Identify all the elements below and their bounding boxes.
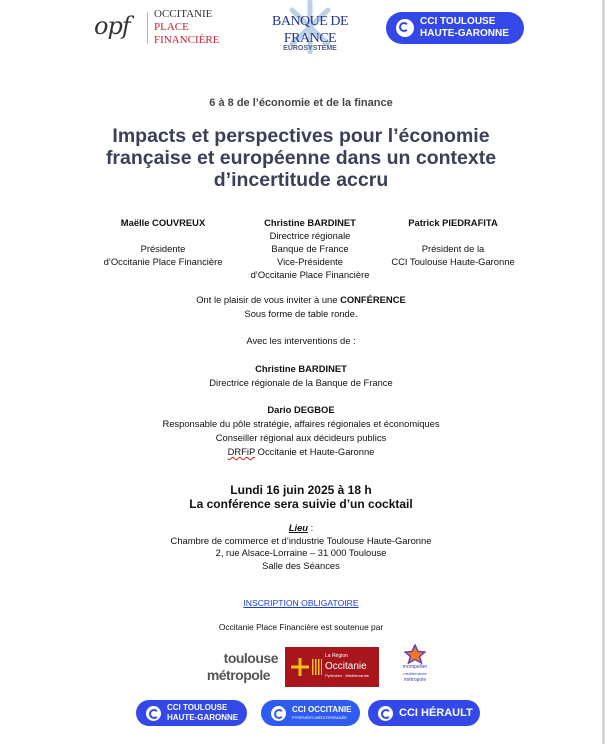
cci-line1: CCI TOULOUSE: [420, 16, 496, 27]
host-name: Christine BARDINET: [264, 217, 356, 228]
mtp-line2: méditerranée: [403, 671, 427, 676]
region-line1: La Région: [325, 653, 348, 659]
cci-icon: [396, 19, 414, 37]
interventions-label: Avec les interventions de :: [246, 335, 356, 346]
host-role: Directrice régionale: [269, 230, 351, 241]
region-line2: Occitanie: [325, 661, 367, 672]
speaker-1-role: Directrice régionale de la Banque de France: [209, 377, 393, 388]
cci-icon: [271, 706, 286, 721]
speaker-2-name: Dario DEGBOE: [267, 404, 335, 415]
invitation-line: [0, 294, 602, 306]
speaker-2-org: [0, 446, 602, 458]
invitation-format: Sous forme de table ronde.: [244, 308, 358, 319]
org-rest: Occitanie et Haute-Garonne: [255, 446, 375, 457]
host-role: Présidente: [140, 243, 186, 254]
registration-link[interactable]: INSCRIPTION OBLIGATOIRE: [243, 598, 359, 608]
venue-room: Salle des Séances: [262, 560, 340, 571]
cocktail-note: La conférence sera suivie d’un cocktail: [189, 497, 413, 511]
cci-line1: CCI OCCITANIE: [292, 705, 352, 714]
title-line-1: Impacts et perspectives pour l’économie: [112, 125, 490, 147]
speaker-2-role-2: Conseiller régional aux décideurs publics: [215, 432, 387, 443]
host-org: CCI Toulouse Haute-Garonne: [391, 256, 515, 267]
opf-line2: PLACE: [154, 21, 189, 33]
speaker-1-name: Christine BARDINET: [255, 363, 347, 374]
occitan-cross-icon: [290, 657, 310, 677]
region-line3: Pyrénées · Méditerranée: [325, 673, 370, 678]
cci-occitanie-logo: [261, 700, 360, 726]
opf-mark: opf: [94, 12, 130, 40]
cci-line1: CCI HÉRAULT: [399, 706, 473, 719]
cci-line1: CCI TOULOUSE: [167, 703, 228, 712]
banque-de-france-logo: [245, 0, 375, 60]
opf-line1: OCCITANIE: [154, 8, 213, 20]
opf-logo: [94, 8, 234, 48]
cci-line2: PYRÉNÉES-MÉDITERRANÉE: [292, 715, 347, 720]
region-occitanie-logo: [285, 647, 379, 687]
cci-toulouse-header-logo: [386, 12, 524, 44]
cci-line2: HAUTE-GARONNE: [167, 713, 239, 722]
invite-strong: CONFÉRENCE: [340, 294, 406, 305]
host-name: Patrick PIEDRAFITA: [408, 217, 498, 228]
venue-name: Chambre de commerce et d’industrie Toulouse Haute-Garonne: [170, 535, 432, 546]
host-org: Banque de France: [271, 243, 349, 254]
cci-icon: [146, 706, 161, 721]
venue-label-line: [0, 522, 602, 534]
opf-line3: FINANCIÈRE: [154, 34, 220, 46]
toulouse-metropole-logo: [176, 650, 278, 684]
speaker-2-role: Responsable du pôle stratégie, affaires régionales et économiques: [162, 418, 440, 429]
host-role: Vice-Présidente: [276, 256, 343, 267]
host-2: [240, 216, 380, 281]
title-line-2: française et européenne dans un contexte: [105, 147, 497, 169]
venue-address: 2, rue Alsace-Lorraine – 31 000 Toulouse: [215, 547, 387, 558]
host-name: Maëlle COUVREUX: [120, 217, 206, 228]
bdf-name: BANQUE DE FRANCE: [272, 14, 348, 46]
sponsors-label: Occitanie Place Financière est soutenue par: [218, 622, 384, 632]
cci-icon: [378, 706, 393, 721]
cci-herault-logo: [368, 700, 480, 726]
montpellier-metropole-logo: [386, 644, 444, 684]
host-org: d’Occitanie Place Financière: [250, 269, 370, 280]
venue-label: Lieu: [288, 522, 309, 533]
cci-toulouse-logo: [136, 700, 247, 726]
host-org: d’Occitanie Place Financière: [103, 256, 223, 267]
tm-line1: toulouse: [223, 650, 278, 666]
event-date: Lundi 16 juin 2025 à 18 h: [230, 483, 372, 497]
title-line-3: d’incertitude accru: [213, 169, 389, 191]
host-3: [383, 216, 523, 268]
star-icon: [404, 644, 426, 664]
cci-line2: HAUTE-GARONNE: [420, 28, 509, 39]
venue-colon: :: [308, 522, 314, 533]
org-abbr: DRFiP: [227, 446, 256, 457]
host-role: Président de la: [421, 243, 485, 254]
invite-text: Ont le plaisir de vous inviter à une: [196, 294, 341, 305]
mtp-line3: métropole: [403, 677, 427, 683]
event-series: 6 à 8 de l’économie et de la finance: [209, 97, 393, 109]
registration-line: [0, 597, 602, 609]
tm-line2: métropole: [206, 667, 270, 683]
mtp-line1: montpellier: [402, 664, 428, 670]
bdf-sub: EUROSYSTÈME: [283, 45, 337, 52]
host-1: [93, 216, 233, 268]
